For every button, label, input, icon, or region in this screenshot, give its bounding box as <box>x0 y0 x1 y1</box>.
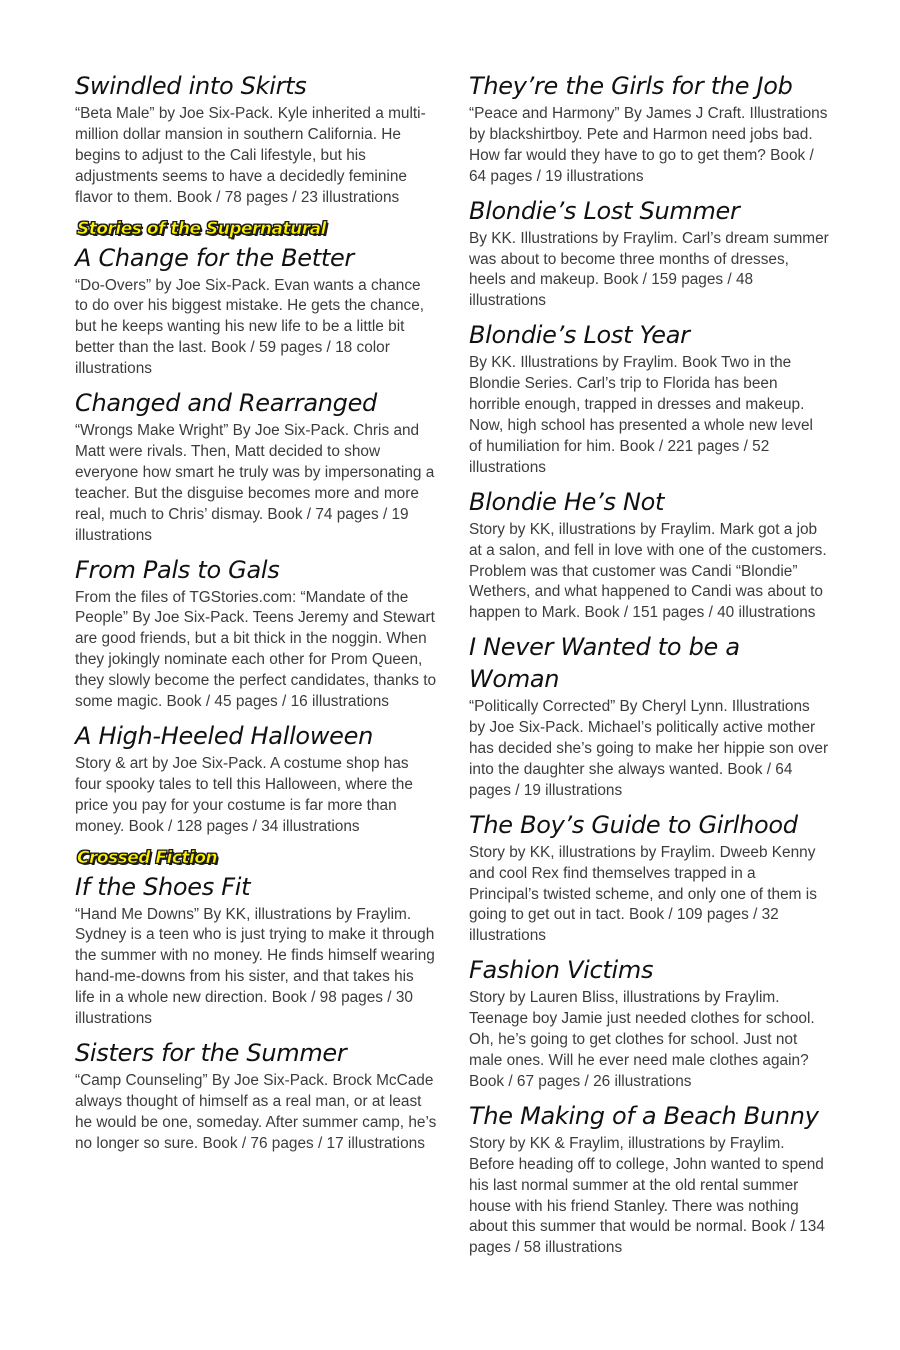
book-entry <box>75 242 437 381</box>
book-description: “Camp Counseling” By Joe Six-Pack. Brock McCade always thought of himself as a real man, or at least he would be one, someday. After summer camp, he’s no longer so sure. Book / 76 pages / 17 illustrations <box>75 1072 437 1152</box>
book-title: From Pals to Gals <box>75 555 280 584</box>
book-title: If the Shoes Fit <box>75 872 251 901</box>
book-entry <box>469 809 829 948</box>
book-title: Blondie’s Lost Summer <box>469 196 740 225</box>
book-description: Story by Lauren Bliss, illustrations by Fraylim. Teenage boy Jamie just needed clothes for school. Oh, he’s going to get clothes for school. Just not male ones. Will he ever need male clothes again? Book / 67 pages / 26 illustrations <box>469 989 815 1090</box>
book-entry <box>75 1037 437 1155</box>
book-title: The Making of a Beach Bunny <box>469 1101 819 1130</box>
book-entry <box>75 387 437 546</box>
book-title: They’re the Girls for the Job <box>469 72 793 100</box>
book-description: Story by KK & Fraylim, illustrations by Fraylim. Before heading off to college, John wanted to spend his last normal summer at the old rental summer house with his friend Stanley. There was nothing about this summer that would be normal. Book / 134 pages / 58 illustrations <box>469 1134 825 1257</box>
book-description: By KK. Illustrations by Fraylim. Book Two in the Blondie Series. Carl’s trip to Florida has been horrible enough, trapped in dresses and makeup. Now, high school has presented a whole new level of humiliation for him. Book / 221 pages / 52 illustrations <box>469 354 813 476</box>
book-description: “Peace and Harmony” By James J Craft. Illustrations by blackshirtboy. Pete and Harmon need jobs bad. How far would they have to go to get them? Book / 64 pages / 19 illustrations <box>469 105 828 185</box>
book-title: Swindled into Skirts <box>75 72 307 100</box>
book-description: “Beta Male” by Joe Six-Pack. Kyle inherited a multi-million dollar mansion in southern California. He begins to adjust to the Cali lifestyle, but his adjustments seems to have a decidedly feminine flavor to them. Book / 78 pages / 23 illustrations <box>75 105 426 206</box>
book-entry <box>469 631 829 802</box>
book-description: “Politically Corrected” By Cheryl Lynn. Illustrations by Joe Six-Pack. Michael’s politically active mother has decided she’s going to make her hippie son over into the daughter she always wanted. Book / 64 pages / 19 illustrations <box>469 698 829 799</box>
book-description: “Do-Overs” by Joe Six-Pack. Evan wants a chance to do over his biggest mistake. He gets the chance, but he keeps wanting his new life to be a little bit better than the last. Book / 59 pages / 18 color illustrations <box>75 276 425 378</box>
book-entry <box>75 720 437 838</box>
book-entry <box>75 871 437 1030</box>
book-title: Changed and Rearranged <box>75 389 377 418</box>
book-entry <box>469 70 829 188</box>
book-title: A High-Heeled Halloween <box>75 721 373 750</box>
book-description: “Wrongs Make Wright” By Joe Six-Pack. Chris and Matt were rivals. Then, Matt decided to show everyone how smart he truly was by impersonating a teacher. But the disguise becomes more and more real, much to Chris’ dismay. Book / 74 pages / 19 illustrations <box>75 422 435 544</box>
section-heading-supernatural: Stories of the Supernatural <box>77 218 326 239</box>
book-entry <box>469 954 829 1093</box>
left-column <box>75 70 437 1162</box>
book-entry <box>469 319 829 478</box>
book-title: The Boy’s Guide to Girlhood <box>469 810 798 839</box>
book-title: Fashion Victims <box>469 956 654 985</box>
book-description: From the files of TGStories.com: “Mandate of the People” By Joe Six-Pack. Teens Jeremy and Stewart are good friends, but a bit thick in the noggin. When they jokingly nominate each other for Prom Queen, they slowly become the perfect candidates, thanks to some magic. Book / 45 pages / 16 illustrations <box>75 588 437 711</box>
right-column <box>469 70 829 1266</box>
book-description: “Hand Me Downs” By KK, illustrations by Fraylim. Sydney is a teen who is just trying to make it through the summer with no money. He finds himself wearing hand-me-downs from his sister, and that takes his life in a whole new direction. Book / 98 pages / 30 illustrations <box>75 905 435 1028</box>
book-description: Story by KK, illustrations by Fraylim. Mark got a job at a salon, and fell in love with one of the customers. Problem was that customer was Candi “Blondie” Wethers, and what happened to Candi was about to happen to Mark. Book / 151 pages / 40 illustrations <box>469 520 827 622</box>
book-entry <box>469 1100 829 1259</box>
book-description: Story by KK, illustrations by Fraylim. Dweeb Kenny and cool Rex find themselves trapped in a Principal’s twisted scheme, and only one of them is going to get out in tact. Book / 109 pages / 32 illustrations <box>469 843 817 945</box>
book-title: Blondie’s Lost Year <box>469 321 690 350</box>
book-title: I Never Wanted to be a Woman <box>469 633 740 694</box>
book-title: Sisters for the Summer <box>75 1039 347 1067</box>
book-entry <box>469 486 829 625</box>
book-title: Blondie He’s Not <box>469 487 665 516</box>
book-entry <box>75 70 437 209</box>
section-heading-crossed-fiction: Crossed Fiction <box>77 847 218 868</box>
book-description: By KK. Illustrations by Fraylim. Carl’s dream summer was about to become three months of dresses, heels and makeup. Book / 159 pages / 48 illustrations <box>469 229 829 310</box>
book-title: A Change for the Better <box>75 243 354 272</box>
book-description: Story & art by Joe Six-Pack. A costume shop has four spooky tales to tell this Halloween, where the price you pay for your costume is far more than money. Book / 128 pages / 34 illustrations <box>75 754 413 835</box>
book-entry <box>75 554 437 713</box>
book-entry <box>469 195 829 313</box>
